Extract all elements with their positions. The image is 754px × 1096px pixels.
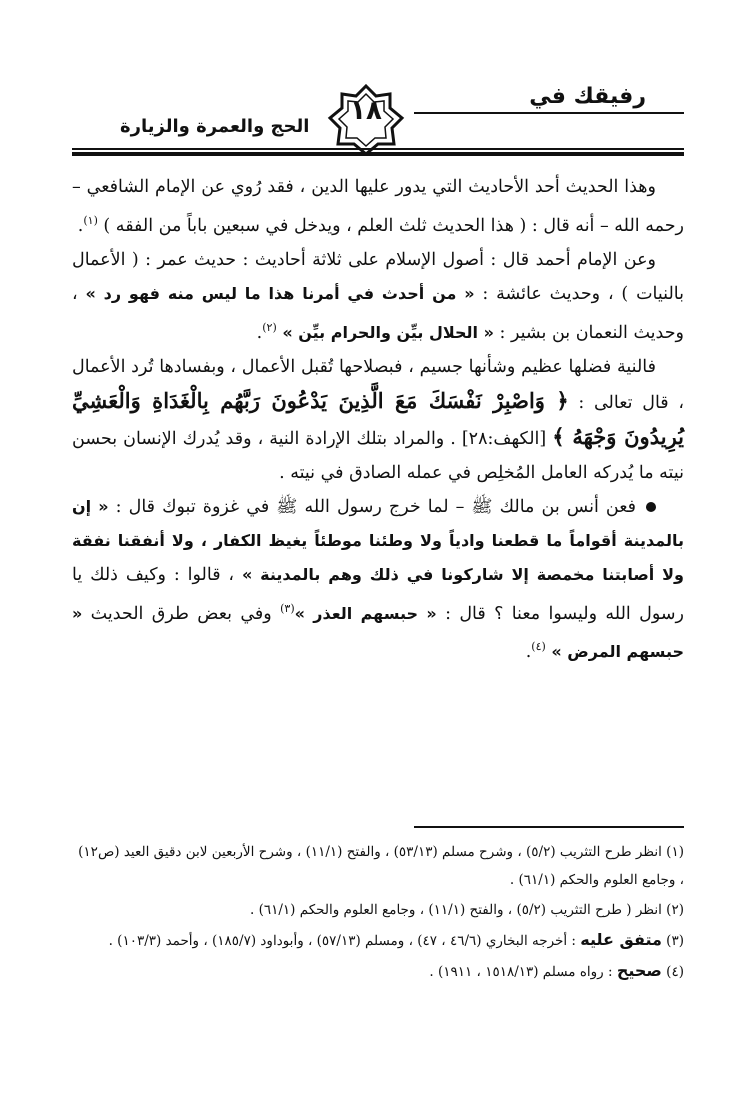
header-title-top: رفيقك في	[529, 84, 646, 109]
emphasized-text: « حبسهم العذر »	[294, 603, 437, 623]
bullet-icon	[646, 502, 656, 512]
text-run: فالنية فضلها عظيم وشأنها جسيم ، فبصلاحها تُقبل الأعمال ، وبفسادها تُرد الأعمال ، قال تعالى :	[72, 356, 684, 413]
text-run: وهذا الحديث أحد الأحاديث التي يدور عليها الدين ، فقد رُوي عن الإمام الشافعي – رحمه الله – أنه قال : ( هذا الحديث ثلث العلم ، ويدخل في سبعين باباً من الفقه )	[72, 177, 684, 236]
footnote-ref: (٤)	[531, 640, 546, 654]
quran-verse: ﴿ وَاصْبِرْ نَفْسَكَ مَعَ الَّذِينَ يَدْعُونَ رَبَّهُم بِالْغَدَاةِ وَالْعَشِيِّ يُرِيدُونَ وَجْهَهُ ﴾	[72, 387, 685, 449]
footnote	[72, 896, 684, 924]
emphasized-text: « من أحدث في أمرنا هذا ما ليس منه فهو رد »	[85, 283, 475, 303]
footnote-ref: (١)	[83, 214, 98, 227]
main-text	[72, 170, 684, 669]
text-run: (١) انظر طرح التثريب (٥/٢) ، وشرح مسلم (٥٣/١٣) ، والفتح (١١/١) ، وشرح الأربعين لابن دقيق العيد (ص١٢) ، وجامع العلوم والحكم (٦١/١) .	[78, 844, 684, 888]
text-run: وعن الإمام أحمد قال : أصول الإسلام على ثلاثة أحاديث : حديث عمر : ( الأعمال بالنيات ) ، وحديث عائشة :	[72, 249, 684, 304]
paragraph	[72, 350, 684, 490]
text-run: فعن أنس بن مالك ﷺ – لما خرج رسول الله ﷺ في غزوة تبوك قال :	[108, 496, 637, 517]
header-rule-thick	[72, 152, 684, 156]
footnotes	[72, 838, 684, 988]
paragraph	[72, 490, 684, 670]
header-title-bottom: الحج والعمرة والزيارة	[120, 116, 310, 137]
text-run: .	[77, 215, 84, 236]
text-run: : رواه مسلم (١٥١٨/١٣ ، ١٩١١) .	[429, 964, 617, 980]
page-number: ١٨	[350, 96, 382, 126]
emphasized-text: صحيح	[616, 961, 662, 980]
footnote	[72, 957, 684, 986]
emphasized-text: « الحلال بيِّن والحرام بيِّن »	[282, 322, 494, 342]
header-divider	[414, 112, 684, 114]
text-run: .	[256, 322, 263, 343]
text-run: ، قالوا : وكيف ذلك يا رسول الله وليسوا معنا ؟ قال :	[72, 564, 684, 624]
footnote	[72, 838, 684, 894]
paragraph	[72, 170, 684, 243]
text-run: (٤)	[661, 964, 684, 980]
text-run: ، وحديث النعمان بن بشير :	[72, 283, 684, 343]
emphasized-text: متفق عليه	[580, 930, 662, 949]
footnote	[72, 926, 684, 955]
text-run: (٢) انظر ( طرح التثريب (٥/٢) ، والفتح (١١/١) ، وجامع العلوم والحكم (٦١/١) .	[250, 902, 684, 918]
text-run: : أخرجه البخاري (٤٦/٦ ، ٤٧) ، ومسلم (٥٧/١٣) ، وأبوداود (١٨٥/٧) ، وأحمد (١٠٣/٣) .	[108, 933, 581, 949]
header-rule-thin	[72, 148, 684, 150]
footnote-ref: (٢)	[262, 320, 277, 334]
emphasized-text: « حبسهم المرض »	[72, 603, 684, 662]
text-run: وفي بعض طرق الحديث	[82, 603, 281, 624]
footnote-separator	[414, 826, 684, 828]
paragraph	[72, 243, 684, 350]
emphasized-text: « إن بالمدينة أقواماً ما قطعنا وادياً ولا وطئنا موطئاً يغيظ الكفار ، ولا أنفقنا نفقة ولا أصابتنا مخمصة إلا شاركونا في ذلك وهم بالمدينة »	[72, 496, 685, 584]
text-run: .	[525, 642, 532, 663]
text-run: (٣)	[661, 933, 684, 949]
footnote-ref: (٣)	[280, 601, 295, 615]
text-run: [الكهف:٢٨] . والمراد بتلك الإرادة النية ، وقد يُدرك الإنسان بحسن نيته ما يُدركه العامل المُخلِص في عمله الصادق في نيته .	[72, 428, 684, 483]
